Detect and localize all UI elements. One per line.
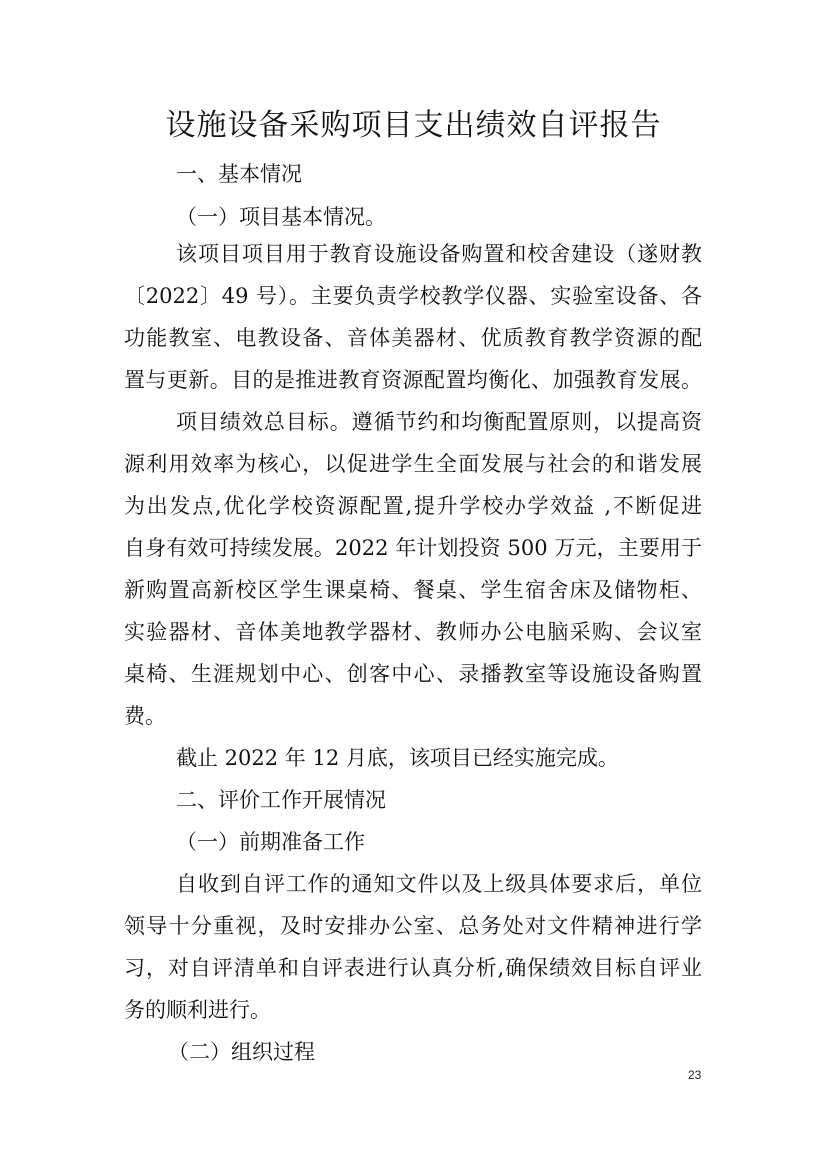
subsection-heading-process: （二）组织过程 [168, 1040, 315, 1064]
document-title: 设施设备采购项目支出绩效自评报告 [165, 108, 662, 143]
paragraph-line: 源利用效率为核心，以促进学生全面发展与社会的和谐发展 [124, 452, 702, 476]
paragraph-line: 截止 2022 年 12 月底，该项目已经实施完成。 [176, 746, 619, 770]
paragraph-line: 新购置高新校区学生课桌椅、餐桌、学生宿舍床及储物柜、 [124, 578, 702, 602]
paragraph-line: 桌椅、生涯规划中心、创客中心、录播教室等设施设备购置 [124, 662, 702, 686]
subsection-heading-preparation: （一）前期准备工作 [176, 830, 365, 854]
paragraph-line: 习，对自评清单和自评表进行认真分析,确保绩效目标自评业 [124, 956, 702, 980]
paragraph-line: 置与更新。目的是推进教育资源配置均衡化、加强教育发展。 [124, 368, 702, 392]
paragraph-line: 为出发点,优化学校资源配置,提升学校办学效益 ,不断促进 [124, 494, 702, 518]
subsection-heading-project-info: （一）项目基本情况。 [176, 205, 386, 229]
paragraph-line: 实验器材、音体美地教学器材、教师办公电脑采购、会议室 [124, 620, 702, 644]
paragraph-line: 费。 [124, 704, 166, 728]
paragraph-line: 自身有效可持续发展。2022 年计划投资 500 万元，主要用于 [124, 536, 702, 560]
paragraph-line: 〔2022〕49 号）。主要负责学校教学仪器、实验室设备、各 [124, 284, 702, 308]
paragraph-line: 功能教室、电教设备、音体美器材、优质教育教学资源的配 [124, 326, 702, 350]
section-heading-evaluation: 二、评价工作开展情况 [176, 788, 386, 812]
paragraph-line: 自收到自评工作的通知文件以及上级具体要求后，单位 [176, 872, 702, 896]
paragraph-line: 领导十分重视，及时安排办公室、总务处对文件精神进行学 [124, 914, 702, 938]
section-heading-basic-info: 一、基本情况 [176, 162, 302, 186]
page-number: 23 [688, 1068, 702, 1082]
paragraph-line: 该项目项目用于教育设施设备购置和校舍建设（遂财教 [176, 242, 702, 266]
paragraph-line: 项目绩效总目标。遵循节约和均衡配置原则，以提高资 [176, 410, 702, 434]
paragraph-line: 务的顺利进行。 [124, 998, 271, 1022]
